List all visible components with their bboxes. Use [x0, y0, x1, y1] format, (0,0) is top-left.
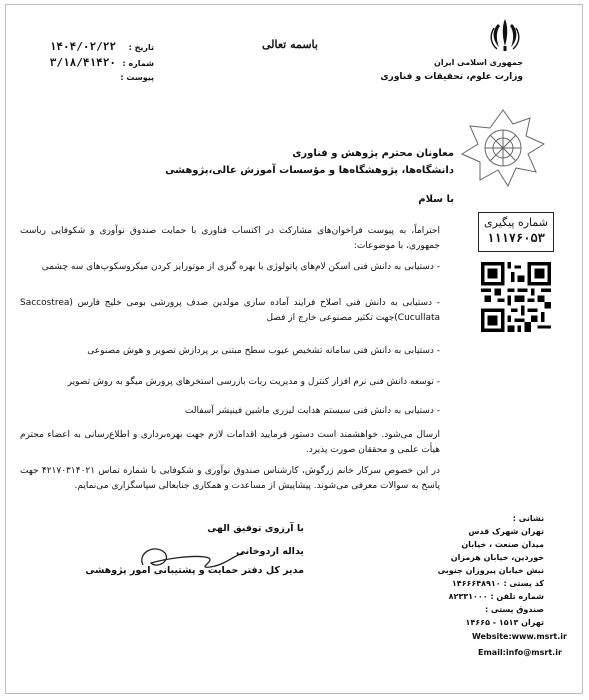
number-value: ۳/۱۸/۴۱۴۲۰	[49, 56, 116, 69]
invocation: باسمه تعالی	[262, 38, 318, 51]
address-line-1: تهران شهرک قدس	[468, 527, 544, 536]
topic-item-1: - دستیابی به دانش فنی اسکن لام‌های پاتولوژی با بهره گیری از موتورایز کردن میکروسکوپ‌های سه چشمی	[41, 262, 440, 272]
address-line-2: میدان صنعت ، خیابان	[461, 540, 544, 549]
address-line-4: نبش خیابان پیروزان جنوبی	[437, 566, 544, 575]
attachment-label: پیوست :	[120, 73, 154, 82]
body-paragraph-3: در این خصوص سرکار خانم زرگوش، کارشناس صندوق نوآوری و شکوفایی با شماره تماس ۴۲۱۷۰۳۱۴۰۲۱ جهت پاسخ به سوالات معرفی می‌شوند. پیشاپیش از مساعدت و همکاری جنابعالی سپاسگزاری می‌نمایم.	[20, 466, 440, 491]
attachment-row	[14, 73, 154, 82]
body-paragraph-2: ارسال می‌شود. خواهشمند است دستور فرمایید اقدامات لازم جهت بهره‌برداری و اطلاع‌رسانی به اعضاء محترم هیأت علمی و محققان صورت پذیرد.	[20, 430, 440, 455]
org-line-2: وزارت علوم، تحقیقات و فناوری	[380, 72, 523, 82]
address-label: نشانی :	[512, 514, 544, 523]
topic-item-4: - توسعه دانش فنی نرم افزار کنترل و مدیریت ربات بازرسی استخرهای پرورش میگو به روش تصویر	[67, 377, 440, 387]
topic-item-2: - دستیابی به دانش فنی اصلاح فرایند آماده سازی مولدین صدف پرورشی بومی خلیج فارس (Saccostrea Cucullata)جهت تکثیر مصنوعی خارج از فصل	[20, 298, 440, 323]
number-row	[14, 56, 154, 69]
greeting: با سلام	[418, 194, 454, 205]
signatory-title: مدیر کل دفتر حمایت و پشتیبانی امور پژوهشی	[85, 565, 304, 576]
recipient-line-1: معاونان محترم پژوهش و فناوری	[292, 148, 454, 159]
tracking-label: شماره پیگیری	[484, 216, 548, 229]
signature-closing: با آرزوی توفیق الهی	[207, 523, 304, 534]
tracking-number: ۱۱۱۷۶۰۵۳	[487, 231, 545, 245]
number-label: شماره :	[122, 59, 154, 68]
signatory-name: یداله اردوخانی	[235, 546, 304, 557]
phone-number: شماره تلفن : ۸۲۳۳۱۰۰۰	[448, 592, 544, 601]
po-box-label: صندوق پستی :	[484, 605, 544, 614]
date-label: تاریخ :	[128, 43, 154, 52]
org-line-1: جمهوری اسلامی ایران	[434, 58, 523, 67]
topic-item-5: - دستیابی به دانش فنی سیستم هدایت لیزری ماشین فینیشر آسفالت	[184, 406, 440, 416]
website-link[interactable]: Website:www.msrt.ir	[472, 632, 567, 641]
recipient-line-2: دانشگاه‌ها، پژوهشگاه‌ها و مؤسسات آموزش عالی،پژوهشی	[165, 165, 454, 176]
email-link[interactable]: Email:info@msrt.ir	[478, 648, 562, 657]
qr-code	[481, 262, 551, 332]
date-row	[14, 40, 154, 53]
body-intro: احتراماً، به پیوست فراخوان‌های مشارکت در اکتساب فناوری با حمایت صندوق نوآوری و شکوفایی ریاست جمهوری، با موضوعات:	[20, 226, 440, 251]
topic-item-3: - دستیابی به دانش فنی سامانه تشخیص عیوب سطح مبتنی بر پردازش تصویر و هوش مصنوعی	[87, 346, 440, 356]
tracking-box	[478, 212, 554, 252]
postal-code: کد پستی : ۱۴۶۶۶۴۸۹۱۰	[451, 579, 544, 588]
address-line-3: خوردین، خیابان هرمزان	[450, 553, 544, 562]
ornament-medallion	[458, 108, 548, 190]
date-value: ۱۴۰۴/۰۲/۲۲	[49, 40, 116, 53]
iran-emblem-logo	[488, 16, 522, 52]
po-box-value: تهران ۱۵۱۳ - ۱۴۶۶۵	[465, 618, 544, 627]
